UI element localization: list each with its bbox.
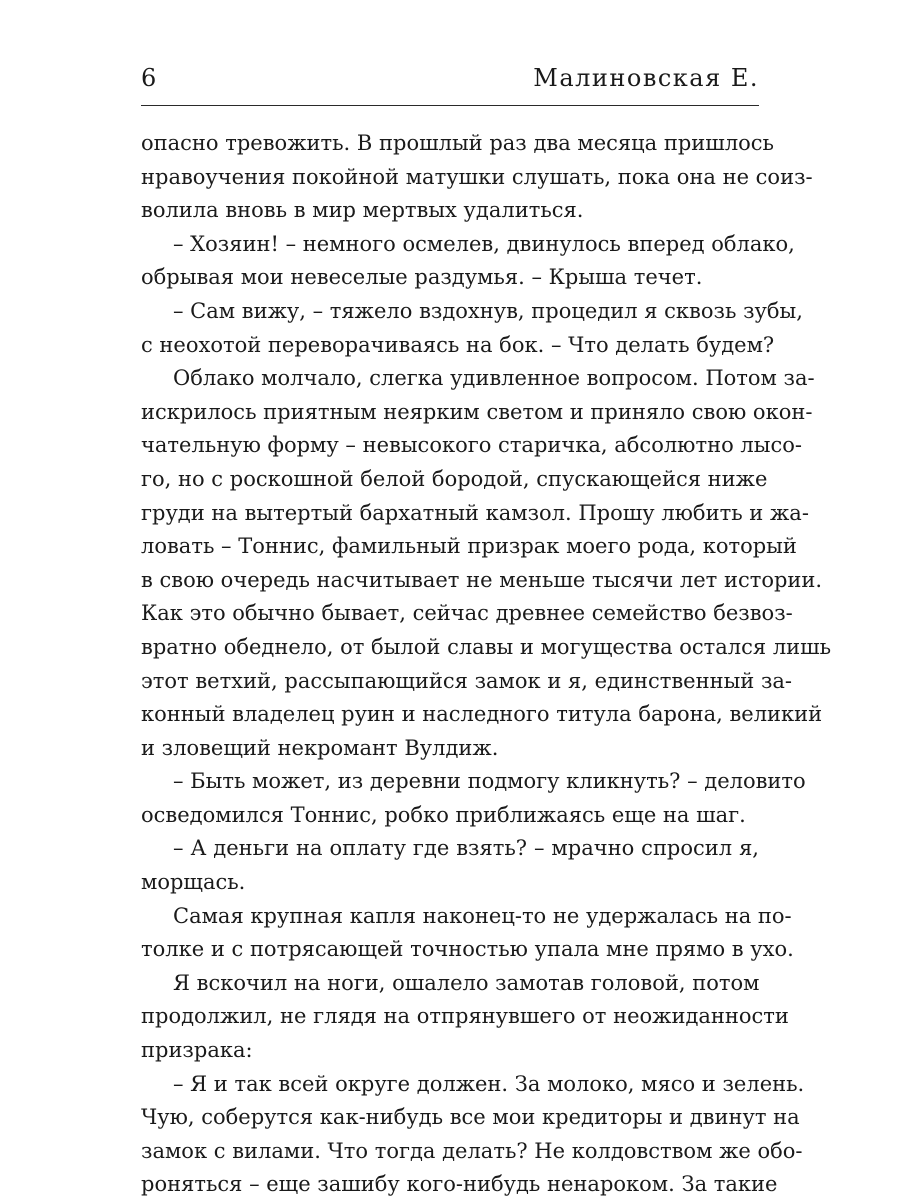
text-line: Я вскочил на ноги, ошалело замотав головой, потом xyxy=(173,970,760,995)
text-line: вратно обеднело, от былой славы и могущества остался лишь xyxy=(141,634,832,659)
text-line: замок с вилами. Что тогда делать? Не колдовством же обо- xyxy=(141,1138,803,1163)
text-line: обрывая мои невеселые раздумья. – Крыша течет. xyxy=(141,265,703,290)
text-line: опасно тревожить. В прошлый раз два месяца пришлось xyxy=(141,131,774,155)
text-line: искрилось приятным неярким светом и приняло свою окон- xyxy=(141,399,813,424)
text-line: волила вновь в мир мертвых удалиться. xyxy=(141,198,584,223)
body-text xyxy=(141,127,832,1202)
text-line: с неохотой переворачиваясь на бок. – Что делать будем? xyxy=(141,332,775,357)
text-line: – А деньги на оплату где взять? – мрачно спросил я, xyxy=(173,836,759,861)
text-line: в свою очередь насчитывает не меньше тысячи лет истории. xyxy=(141,567,823,592)
text-line: – Хозяин! – немного осмелев, двинулось вперед облако, xyxy=(173,231,795,256)
text-line: осведомился Тоннис, робко приближаясь еще на шаг. xyxy=(141,802,746,827)
text-line: продолжил, не глядя на отпрянувшего от неожиданности xyxy=(141,1004,789,1029)
text-line: ловать – Тоннис, фамильный призрак моего рода, который xyxy=(141,534,797,559)
text-line: роняться – еще зашибу кого-нибудь ненароком. За такие xyxy=(141,1172,778,1197)
text-line: нравоучения покойной матушки слушать, пока она не соиз- xyxy=(141,164,813,189)
text-line: призрака: xyxy=(141,1038,253,1063)
text-line: – Сам вижу, – тяжело вздохнув, процедил я сквозь зубы, xyxy=(173,298,803,323)
text-line: и зловещий некромант Вулдиж. xyxy=(141,735,499,760)
text-line: толке и с потрясающей точностью упала мне прямо в ухо. xyxy=(141,937,794,962)
text-line: груди на вытертый бархатный камзол. Прошу любить и жа- xyxy=(141,500,809,525)
text-line: морщась. xyxy=(141,870,246,895)
text-line: – Быть может, из деревни подмогу кликнуть? – деловито xyxy=(173,769,806,794)
text-line: го, но с роскошной белой бородой, спускающейся ниже xyxy=(141,466,768,491)
text-line: Облако молчало, слегка удивленное вопросом. Потом за- xyxy=(173,366,815,391)
text-line: Чую, соберутся как-нибудь все мои кредиторы и двинут на xyxy=(141,1105,800,1130)
running-head-author: Малиновская Е. xyxy=(533,64,759,92)
page-header xyxy=(141,60,759,100)
text-line: – Я и так всей округе должен. За молоко, мясо и зелень. xyxy=(173,1071,805,1096)
page-number: 6 xyxy=(141,64,157,92)
text-line: Как это обычно бывает, сейчас древнее семейство безвоз- xyxy=(141,601,793,626)
text-line: чательную форму – невысокого старичка, абсолютно лысо- xyxy=(141,433,802,458)
text-line: Самая крупная капля наконец-то не удержалась на по- xyxy=(173,903,792,928)
header-rule xyxy=(141,105,759,106)
text-line: этот ветхий, рассыпающийся замок и я, единственный за- xyxy=(141,668,793,693)
text-line: конный владелец руин и наследного титула барона, великий xyxy=(141,702,823,727)
